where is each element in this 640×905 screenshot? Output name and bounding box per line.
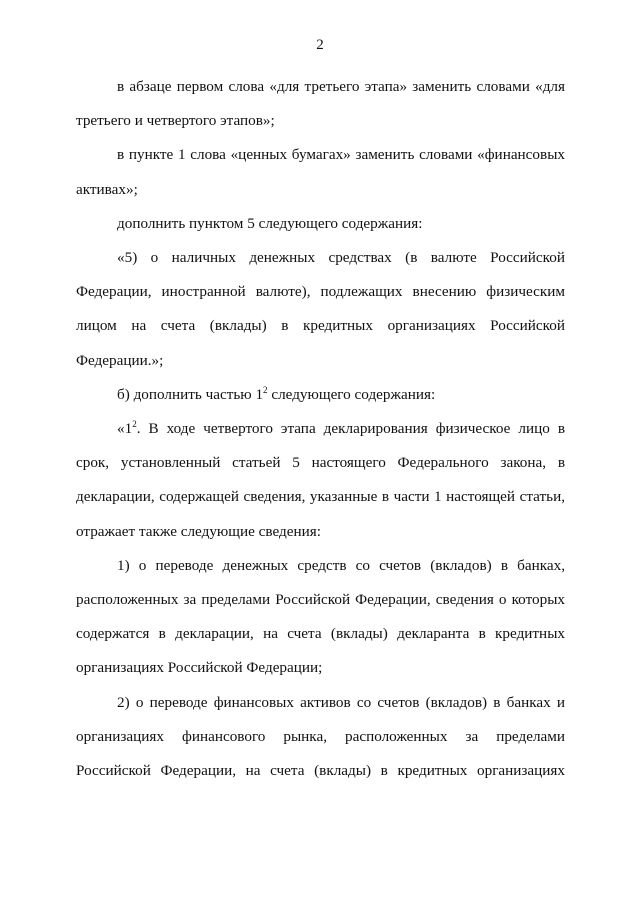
paragraph-8: 2) о переводе финансовых активов со счетов (вкладов) в банках и организациях финансового рынка, расположенных за пределами Российской Федерации, на счета (вклады) в кредитных организациях	[76, 693, 565, 780]
document-body	[76, 70, 565, 788]
paragraph-5-superscript: 2	[263, 384, 268, 395]
paragraph-2: в пункте 1 слова «ценных бумагах» заменить словами «финансовых активах»;	[76, 146, 565, 198]
paragraph-5-text-before: б) дополнить частью 1	[117, 385, 264, 403]
page-number: 2	[316, 37, 324, 53]
paragraph-4: «5) о наличных денежных средствах (в валюте Российской Федерации, иностранной валюте), подлежащих внесению физическим лицом на счета (вклады) в кредитных организациях Российской Федерации.»;	[76, 249, 565, 369]
paragraph-5-text-after: следующего содержания:	[267, 385, 436, 403]
paragraph-1: в абзаце первом слова «для третьего этапа» заменить словами «для третьего и четвертого этапов»;	[76, 78, 565, 130]
paragraph-6-text-after: . В ходе четвертого этапа декларирования физическое лицо в срок, установленный статьей 5 настоящего Федерального закона, в декларации, содержащей сведения, указанные в части 1 настоящей статьи, отражает также следующие сведения:	[76, 420, 565, 540]
paragraph-5	[76, 378, 565, 412]
paragraph-6-text-before: «1	[117, 420, 133, 438]
paragraph-6	[76, 412, 565, 549]
paragraph-6-superscript: 2	[132, 418, 137, 429]
paragraph-7: 1) о переводе денежных средств со счетов (вкладов) в банках, расположенных за пределами Российской Федерации, сведения о которых содержатся в декларации, на счета (вклады) декларанта в кредитных организациях Российской Федерации;	[76, 556, 565, 677]
paragraph-3: дополнить пунктом 5 следующего содержания:	[117, 214, 423, 232]
